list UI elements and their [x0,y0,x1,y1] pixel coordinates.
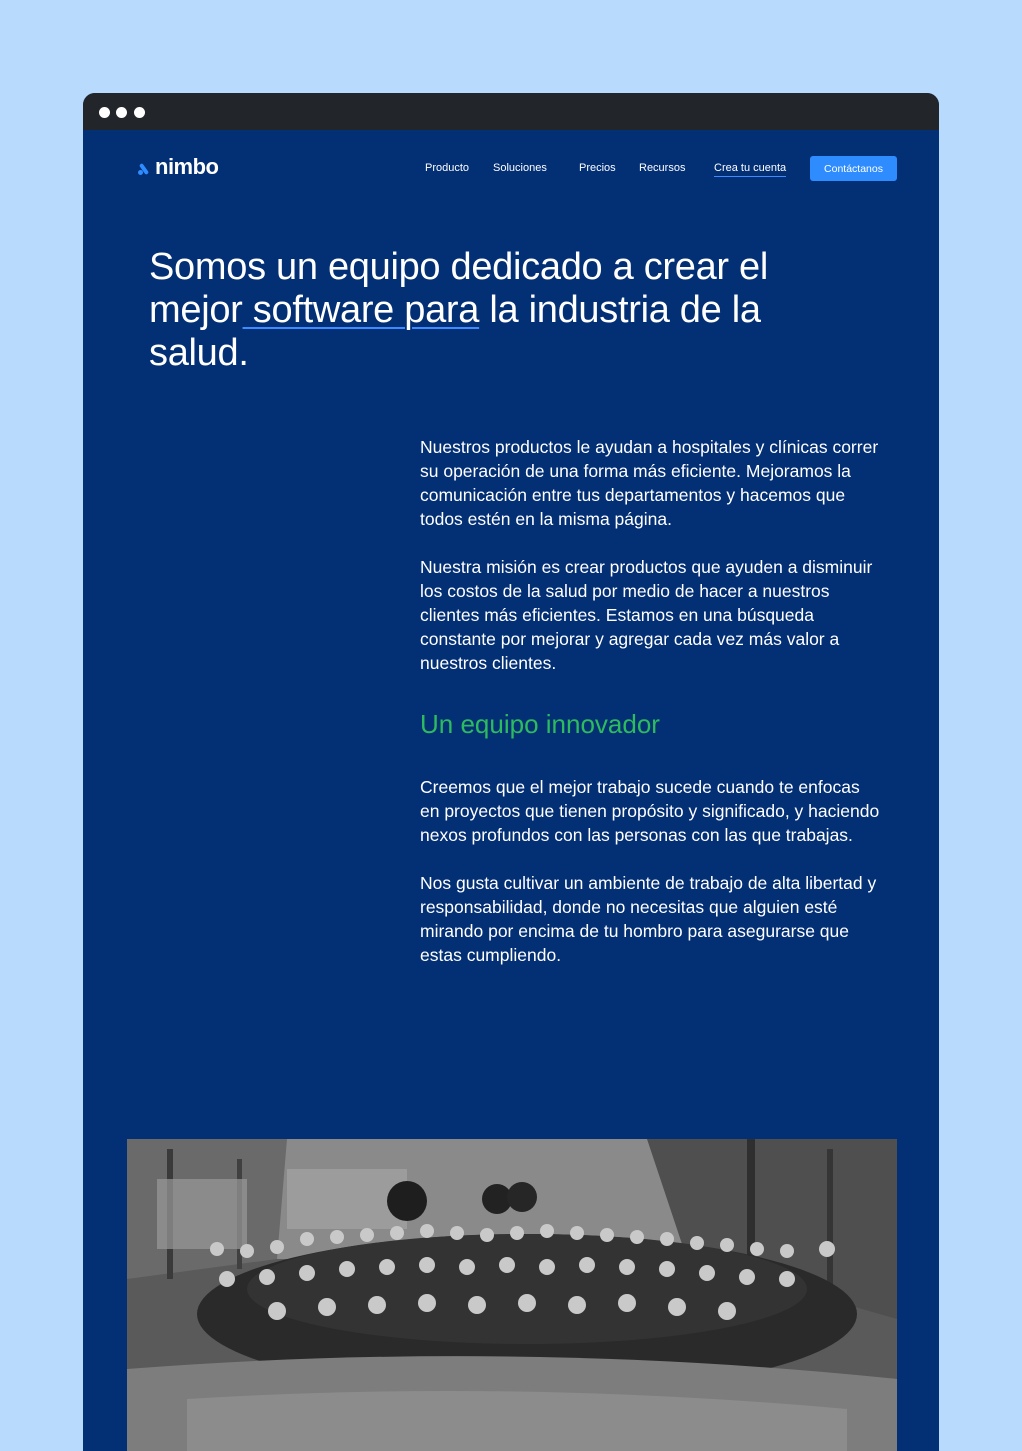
browser-window [83,93,939,1451]
page-title [149,246,769,375]
about-content [420,435,880,967]
nav-item-recursos[interactable]: Recursos [639,162,686,174]
hero-highlight: software para [242,289,480,331]
paragraph-culture: Nos gusta cultivar un ambiente de trabajo de alta libertad y responsabilidad, donde no necesitas que alguien esté mirando por encima de tu hombro para asegurarse que estas cumpliendo. [420,873,877,965]
hero-text-end: la industria de la salud. [149,289,761,374]
paragraph-mission: Nuestra misión es crear productos que ayuden a disminuir los costos de la salud por medio de hacer a nuestros clientes más eficientes. Estamos en una búsqueda constante por mejorar y agregar cada vez más valor a nuestros clientes. [420,557,873,673]
contact-button[interactable]: Contáctanos [810,156,897,181]
team-photo [127,1139,897,1451]
window-titlebar [83,93,939,130]
window-dot-icon[interactable] [116,107,127,118]
nav-item-producto[interactable]: Producto [425,162,470,174]
paragraph-products: Nuestros productos le ayudan a hospitales y clínicas correr su operación de una forma más eficiente. Mejoramos la comunicación entre tus departamentos y hacemos que todos estén en la misma página. [420,437,879,529]
nav-item-crea-tu-cuenta[interactable]: Crea tu cuenta [714,162,786,177]
brand-name: nimbo [155,154,219,179]
nav-item-soluciones[interactable]: Soluciones [493,162,547,174]
nav-item-precios[interactable]: Precios [579,162,616,174]
window-dot-icon[interactable] [134,107,145,118]
website-page [83,130,939,1451]
paragraph-work: Creemos que el mejor trabajo sucede cuando te enfocas en proyectos que tienen propósito y significado, y haciendo nexos profundos con las personas con las que trabajas. [420,777,880,845]
window-dot-icon[interactable] [99,107,110,118]
hero-text-start: Somos un equipo dedicado a crear el mejor [149,246,769,331]
section-heading: Un equipo innovador [420,709,660,739]
team-photo-illustration [127,1139,897,1451]
